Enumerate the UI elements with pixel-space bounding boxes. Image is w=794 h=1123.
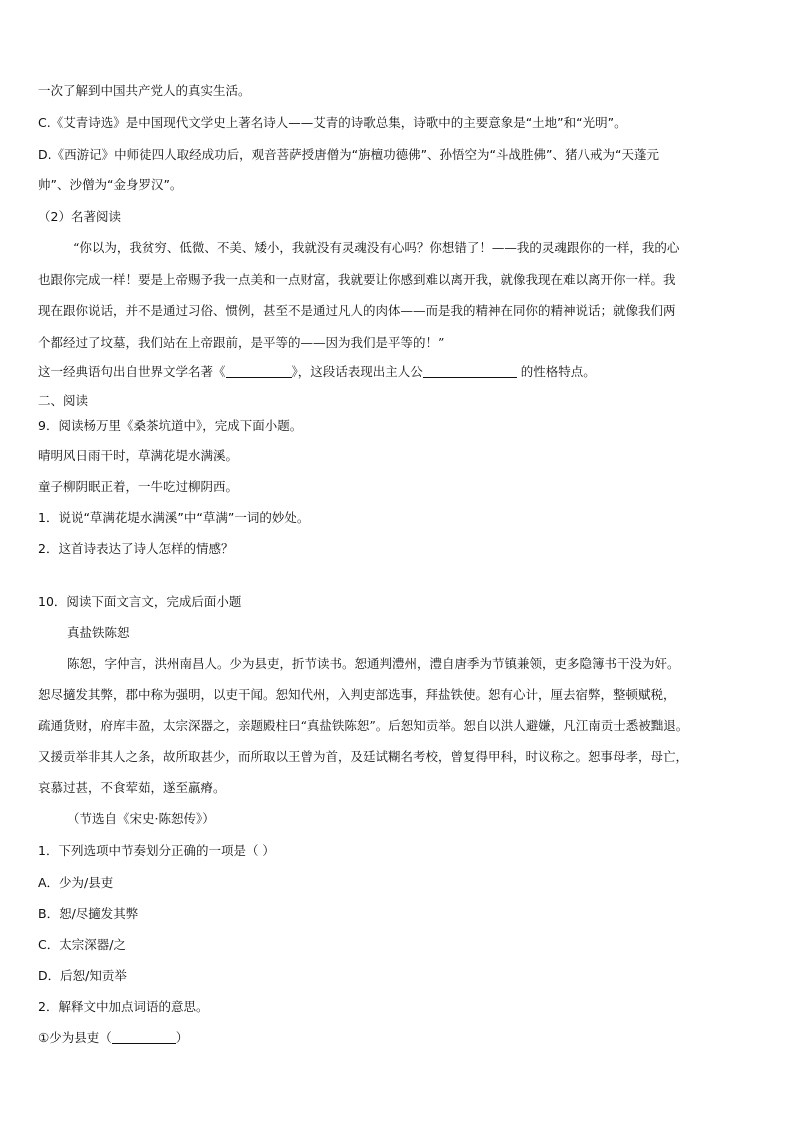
question-10-title: 10．阅读下面文言文，完成后面小题 — [38, 594, 242, 609]
quote-line-3: 现在跟你说话，并不是通过习俗、惯例，甚至不是通过凡人的肉体——而是我的精神在同你的精神说话；就像我们两 — [38, 303, 676, 318]
question-10-2: 2．解释文中加点词语的意思。 — [38, 999, 209, 1014]
passage-source: （节选自《宋史·陈恕传》） — [67, 811, 215, 826]
passage-title: 真盐铁陈恕 — [67, 625, 130, 640]
explain-item-1-text: ①少为县吏（ — [38, 1030, 112, 1045]
poem-line-2: 童子柳阴眠正着，一牛吃过柳阴西。 — [38, 479, 239, 494]
passage-line-1: 陈恕，字仲言，洪州南昌人。少为县吏，折节读书。恕通判澧州，澧自唐季为节镇兼领，吏多隐簿书干没为奸。 — [67, 656, 680, 671]
question-text-a: 这一经典语句出自世界文学名著《 — [38, 364, 226, 379]
text-line-prev-option: 一次了解到中国共产党人的真实生活。 — [38, 83, 251, 98]
quote-line-2: 也跟你完成一样！要是上帝赐予我一点美和一点财富，我就要让你感到难以离开我，就像我现在难以离开你一样。我 — [38, 272, 676, 287]
question-9-2: 2．这首诗表达了诗人怎样的情感？ — [38, 541, 234, 556]
option-c: C.《艾青诗选》是中国现代文学史上著名诗人——艾青的诗歌总集，诗歌中的主要意象是“土地”和“光明”。 — [38, 115, 627, 130]
explain-item-1 — [38, 1030, 188, 1046]
choice-a: A．少为/县吏 — [38, 875, 114, 890]
question-10-1: 1．下列选项中节奏划分正确的一项是（ ） — [38, 843, 275, 858]
passage-line-5: 哀慕过甚，不食荤茹，遂至羸瘠。 — [38, 780, 226, 795]
answer-blank-character[interactable] — [423, 365, 517, 378]
option-d-line1: D.《西游记》中师徒四人取经成功后，观音菩萨授唐僧为“旃檀功德佛”、孙悟空为“斗战胜佛”、猪八戒为“天蓬元 — [38, 147, 659, 162]
question-book-character — [38, 364, 596, 380]
quote-line-1: “你以为，我贫穷、低微、不美、矮小，我就没有灵魂没有心吗？你想错了！——我的灵魂跟你的一样，我的心 — [73, 240, 680, 255]
passage-line-3: 疏通货财，府库丰盈，太宗深器之，亲题殿柱曰“真盐铁陈恕”。后恕知贡举。恕自以洪人避嫌，凡江南贡士悉被黜退。 — [38, 718, 689, 733]
question-text-c: 的性格特点。 — [516, 364, 596, 379]
passage-line-2: 恕尽擿发其弊，郡中称为强明，以吏干闻。恕知代州，入判吏部选事，拜盐铁使。恕有心计，厘去宿弊，整顿赋税， — [38, 687, 676, 702]
poem-line-1: 晴明风日雨干时，草满花堤水满溪。 — [38, 448, 239, 463]
answer-blank-book[interactable] — [226, 365, 292, 378]
choice-d: D．后恕/知贡举 — [38, 968, 127, 983]
subsection-title: （2）名著阅读 — [38, 209, 121, 224]
option-d-line2: 帅”、沙僧为“金身罗汉”。 — [38, 177, 183, 192]
quote-line-4: 个都经过了坟墓，我们站在上帝跟前，是平等的——因为我们是平等的！” — [38, 335, 445, 350]
question-9-1: 1．说说“草满花堤水满溪”中“草满”一词的妙处。 — [38, 510, 310, 525]
question-text-b: 》，这段话表现出主人公 — [291, 364, 423, 379]
section-heading: 二、阅读 — [38, 393, 89, 408]
choice-b: B．恕/尽擿发其弊 — [38, 906, 139, 921]
answer-blank-explain-1[interactable] — [112, 1031, 176, 1044]
choice-c: C．太宗深器/之 — [38, 937, 126, 952]
question-9-title: 9．阅读杨万里《桑茶坑道中》，完成下面小题。 — [38, 418, 303, 433]
explain-item-1-close: ） — [175, 1030, 189, 1045]
passage-line-4: 又援贡举非其人之条，故所取甚少，而所取以王曾为首，及廷试糊名考校，曾复得甲科，时议称之。恕事母孝，母亡， — [38, 749, 689, 764]
